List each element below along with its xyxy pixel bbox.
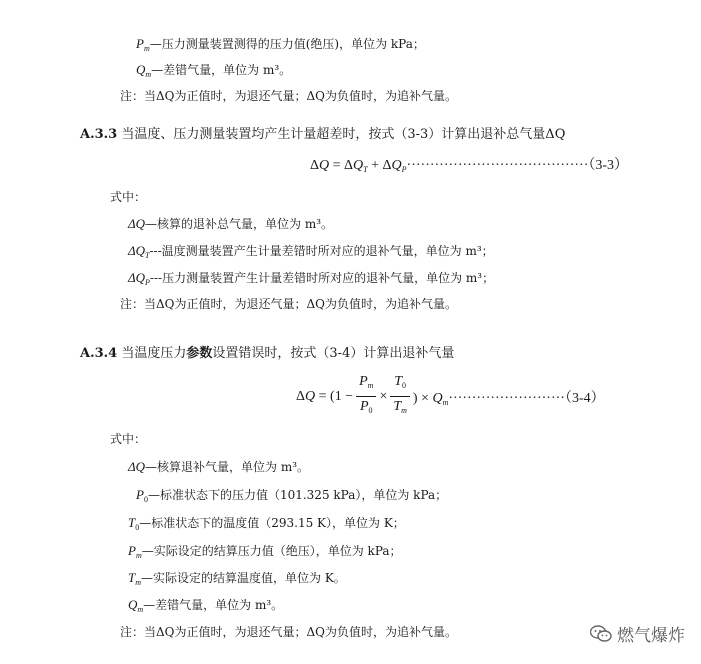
pm-symbol: $P_m$ <box>136 36 150 53</box>
section-a34-heading: A.3.4 当温度压力参数设置错误时，按式（3-4）计算出退补气量 <box>80 346 455 361</box>
a34-item-qm: $Q_m—$差错气量，单位为 m³。 <box>128 597 284 614</box>
a33-item-dq: ΔQ—核算的退补总气量，单位为 m³。 <box>128 216 334 231</box>
formula-3-4: ΔQ = (1 − $\frac{P_m}{P_0}$ × $\frac{T_0}{T_m}$ ) × $Q_m\cdot\cdot\cdot\cdot\cdot\cdot\cdot\cdot\cdot\cdot\cdot\cdot\cdot\cdot\cdot\cdot\cdot\cdot\cdot\cdot\cdot\cdot\cdot\cdot\cdot(3-4)$ <box>296 374 605 415</box>
a34-item-dq: ΔQ—核算退补气量，单位为 m³。 <box>128 459 310 474</box>
wechat-icon <box>590 625 612 643</box>
section-a34-number: A.3.4 <box>80 346 118 361</box>
a34-note: 注：当ΔQ为正值时，为退还气量；ΔQ为负值时，为追补气量。 <box>120 625 458 639</box>
formula-3-3: $\Delta Q = \Delta Q_T + \Delta Q_P\cdot\cdot\cdot\cdot\cdot\cdot\cdot\cdot\cdot\cdot\cdot\cdot\cdot\cdot\cdot\cdot\cdot\cdot\cdot\cdot\cdot\cdot\cdot\cdot\cdot\cdot\cdot\cdot\cdot\cdot\cdot\cdot\cdot\cdot\cdot\cdot\cdot\cdot\cdot(3-3)$ <box>310 158 629 174</box>
section-a34-bold: 参数 <box>186 346 213 361</box>
a33-note: 注：当ΔQ为正值时，为退还气量；ΔQ为负值时，为追补气量。 <box>120 297 458 311</box>
watermark <box>590 621 685 646</box>
a33-where: 式中： <box>110 190 147 204</box>
watermark-text: 燃气爆炸 <box>617 626 685 646</box>
a34-item-p0: $P_0—$标准状态下的压力值（101.325 kPa），单位为 kPa； <box>136 487 448 504</box>
a34-item-tm: $T_m—$实际设定的结算温度值，单位为 K。 <box>128 570 346 587</box>
a34-item-pm: $P_m—$实际设定的结算压力值（绝压），单位为 kPa； <box>128 543 402 560</box>
pm-definition: $P_m—$压力测量装置测得的压力值(绝压)，单位为 kPa； <box>136 36 425 53</box>
qm-definition: $Q_m—$差错气量，单位为 m³。 <box>136 62 292 79</box>
intro-note: 注：当ΔQ为正值时，为退还气量；ΔQ为负值时，为追补气量。 <box>120 89 458 103</box>
a34-item-t0: $T_0—$标准状态下的温度值（293.15 K），单位为 K； <box>128 515 405 532</box>
section-a33-title: 当温度、压力测量装置均产生计量超差时，按式（3-3）计算出退补总气量ΔQ <box>121 127 566 142</box>
qm-symbol: $Q_m$ <box>136 62 152 79</box>
a33-item-dqp: $\Delta Q_P---$压力测量装置产生计量差错时所对应的退补气量，单位为 m³； <box>128 270 495 287</box>
a33-item-dqt: $\Delta Q_T---$温度测量装置产生计量差错时所对应的退补气量，单位为 m³； <box>128 243 494 260</box>
section-a33-heading <box>80 127 565 143</box>
a34-where: 式中： <box>110 432 147 446</box>
section-a33-number: A.3.3 <box>80 127 118 142</box>
